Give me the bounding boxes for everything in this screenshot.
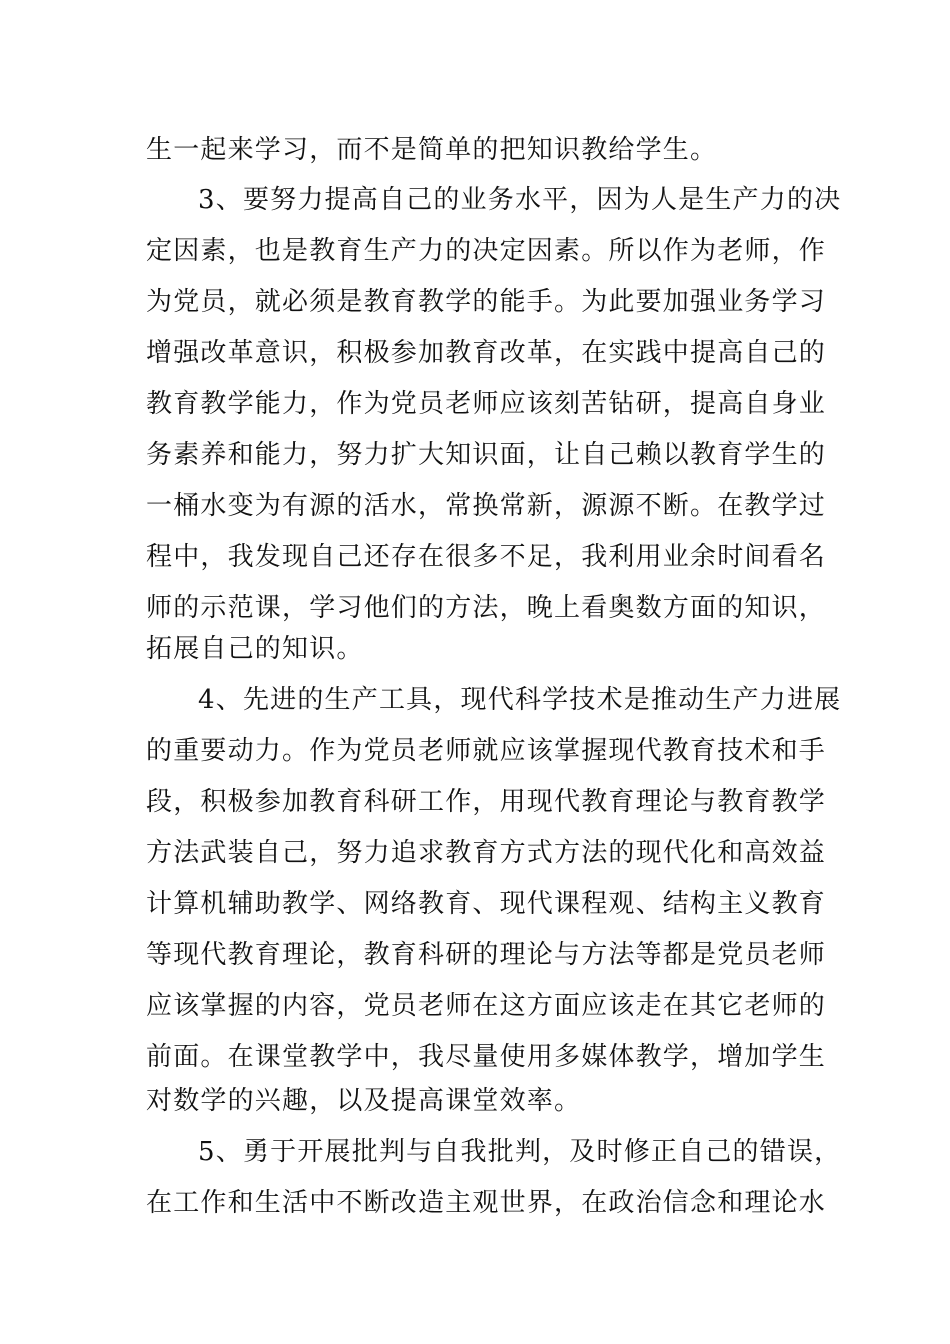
text-line: 程中，我发现自己还存在很多不足，我利用业余时间看名: [146, 542, 827, 572]
text-line: 对数学的兴趣，以及提高课堂效率。: [146, 1086, 582, 1116]
text-line: 务素养和能力，努力扩大知识面，让自己赖以教育学生的: [146, 440, 827, 470]
text-line: 方法武装自己，努力追求教育方式方法的现代化和高效益: [146, 838, 827, 868]
text-line: 计算机辅助教学、网络教育、现代课程观、结构主义教育: [146, 889, 827, 919]
text-line: 教育教学能力，作为党员老师应该刻苦钻研，提高自身业: [146, 389, 827, 419]
text-line: 前面。在课堂教学中，我尽量使用多媒体教学，增加学生: [146, 1042, 827, 1072]
text-line: 增强改革意识，积极参加教育改革，在实践中提高自己的: [146, 338, 827, 368]
paragraph-4-start: 4、先进的生产工具，现代科学技术是推动生产力进展: [198, 685, 842, 715]
text-line: 师的示范课，学习他们的方法，晚上看奥数方面的知识，: [146, 593, 827, 623]
text-line: 等现代教育理论，教育科研的理论与方法等都是党员老师: [146, 940, 827, 970]
text-line: 在工作和生活中不断改造主观世界，在政治信念和理论水: [146, 1188, 827, 1218]
text-line: 拓展自己的知识。: [146, 634, 364, 664]
text-line: 一桶水变为有源的活水，常换常新，源源不断。在教学过: [146, 491, 827, 521]
text-line: 应该掌握的内容，党员老师在这方面应该走在其它老师的: [146, 991, 827, 1021]
text-line: 定因素，也是教育生产力的决定因素。所以作为老师，作: [146, 236, 827, 266]
paragraph-3-start: 3、要努力提高自己的业务水平，因为人是生产力的决: [198, 185, 842, 215]
text-line: 为党员，就必须是教育教学的能手。为此要加强业务学习: [146, 287, 827, 317]
text-line: 段，积极参加教育科研工作，用现代教育理论与教育教学: [146, 787, 827, 817]
text-line: 生一起来学习，而不是简单的把知识教给学生。: [146, 135, 718, 165]
paragraph-5-start: 5、勇于开展批判与自我批判，及时修正自己的错误，: [198, 1137, 842, 1167]
text-line: 的重要动力。作为党员老师就应该掌握现代教育技术和手: [146, 736, 827, 766]
